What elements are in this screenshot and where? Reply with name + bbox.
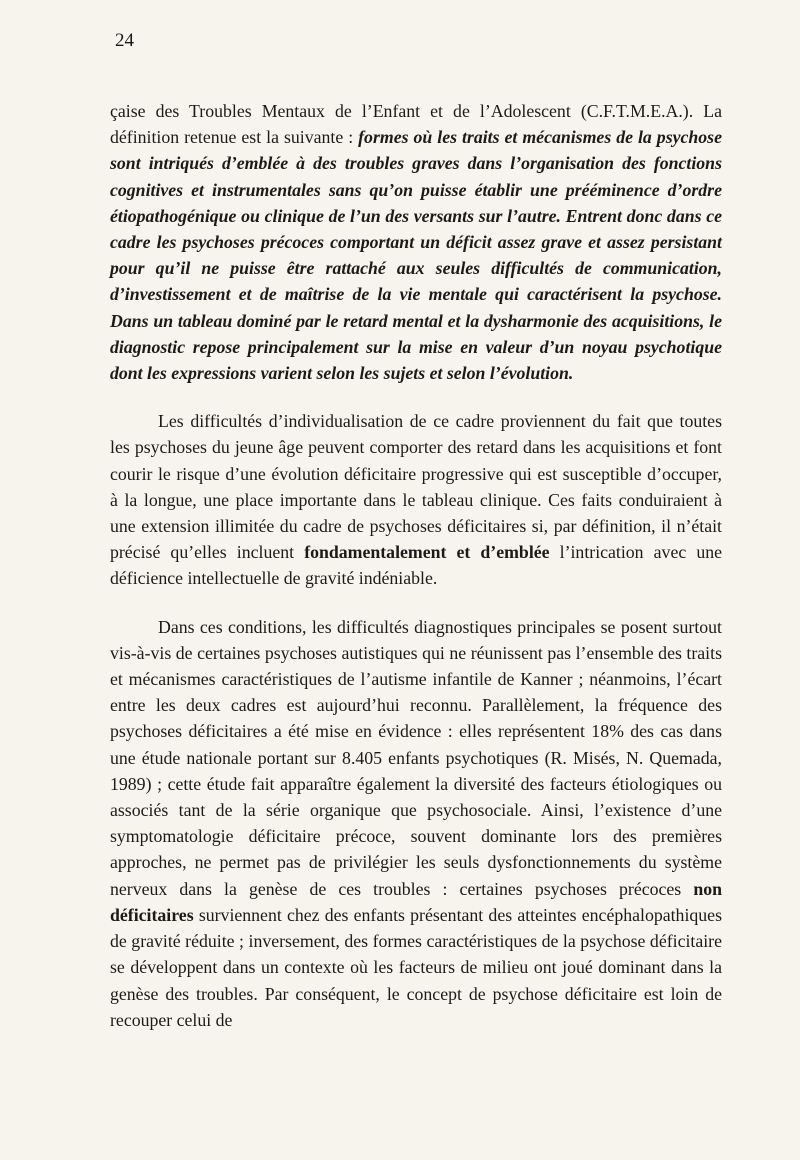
paragraph-text: Dans ces conditions, les difficultés diagnostiques principales se posent surtout vis-à-vis de certaines psychoses autistiques qui ne réunissent pas l’ensemble des traits et mécanismes caractéristiques de l’autisme infantile de Kanner ; néanmoins, l’écart entre les deux cadres est aujourd’hui reconnu. Parallèlement, la fréquence des psychoses déficitaires a été mise en évidence : elles représentent 18% des cas dans une étude nationale portant sur 8.405 enfants psychotiques (R. Misés, N. Quemada, 1989) ; cette étude fait apparaître également la diversité des facteurs étiologiques ou associés tant de la série organique que psychosociale. Ainsi, l’existence d’une symptomatologie déficitaire précoce, souvent dominante lors des premières approches, ne permet pas de privilégier les seuls dysfonctionnements du système nerveux dans la genèse de ces troubles : certaines psychoses précoces	[110, 616, 722, 899]
paragraph-definition	[110, 98, 722, 386]
paragraph-diagnostic	[110, 614, 722, 1033]
paragraph-lead: çaise des Troubles Mentaux de l’Enfant et de l’Adolescent (C.F.T.M.E.A.). La définition retenue est la suivante :	[110, 101, 722, 148]
emphasis-bold: non déficitaires	[110, 878, 722, 925]
paragraph-text: Les difficultés d’individualisation de ce cadre proviennent du fait que toutes les psychoses du jeune âge peuvent comporter des retard dans les acquisitions et font courir le risque d’une évolution déficitaire progressive qui est susceptible d’occuper, à la longue, une place importante dans le tableau clinique. Ces faits conduiraient à une extension illimitée du cadre de psychoses déficitaires si, par définition, il n’était précisé qu’elles incluent	[110, 411, 722, 563]
paragraph-individualisation	[110, 408, 722, 591]
definition-italic: formes où les traits et mécanismes de la psychose sont intriqués d’emblée à des troubles graves dans l’organisation des fonctions cognitives et instrumentales sans qu’on puisse établir une prééminence d’ordre étiopathogénique ou clinique de l’un des versants sur l’autre. Entrent donc dans ce cadre les psychoses précoces comportant un déficit assez grave et assez persistant pour qu’il ne puisse être rattaché aux seules difficultés de communication, d’investissement et de maîtrise de la vie mentale qui caractérisent la psychose. Dans un tableau dominé par le retard mental et la dysharmonie des acquisitions, le diagnostic repose principalement sur la mise en valeur d’un noyau psychotique dont les expressions varient selon les sujets et selon l’évolution.	[110, 127, 722, 384]
emphasis-bold: fondamentalement et d’emblée	[304, 542, 550, 563]
paragraph-text: surviennent chez des enfants présentant des atteintes encéphalopathiques de gravité réduite ; inversement, des formes caractéristiques de la psychose déficitaire se développent dans un contexte où les facteurs de milieu ont joué dominant dans la genèse des troubles. Par conséquent, le concept de psychose déficitaire est loin de recouper celui de	[110, 904, 722, 1030]
paragraph-text: l’intrication avec une déficience intellectuelle de gravité indéniable.	[110, 542, 722, 589]
page-number: 24	[115, 30, 134, 51]
text-block	[110, 98, 722, 1033]
